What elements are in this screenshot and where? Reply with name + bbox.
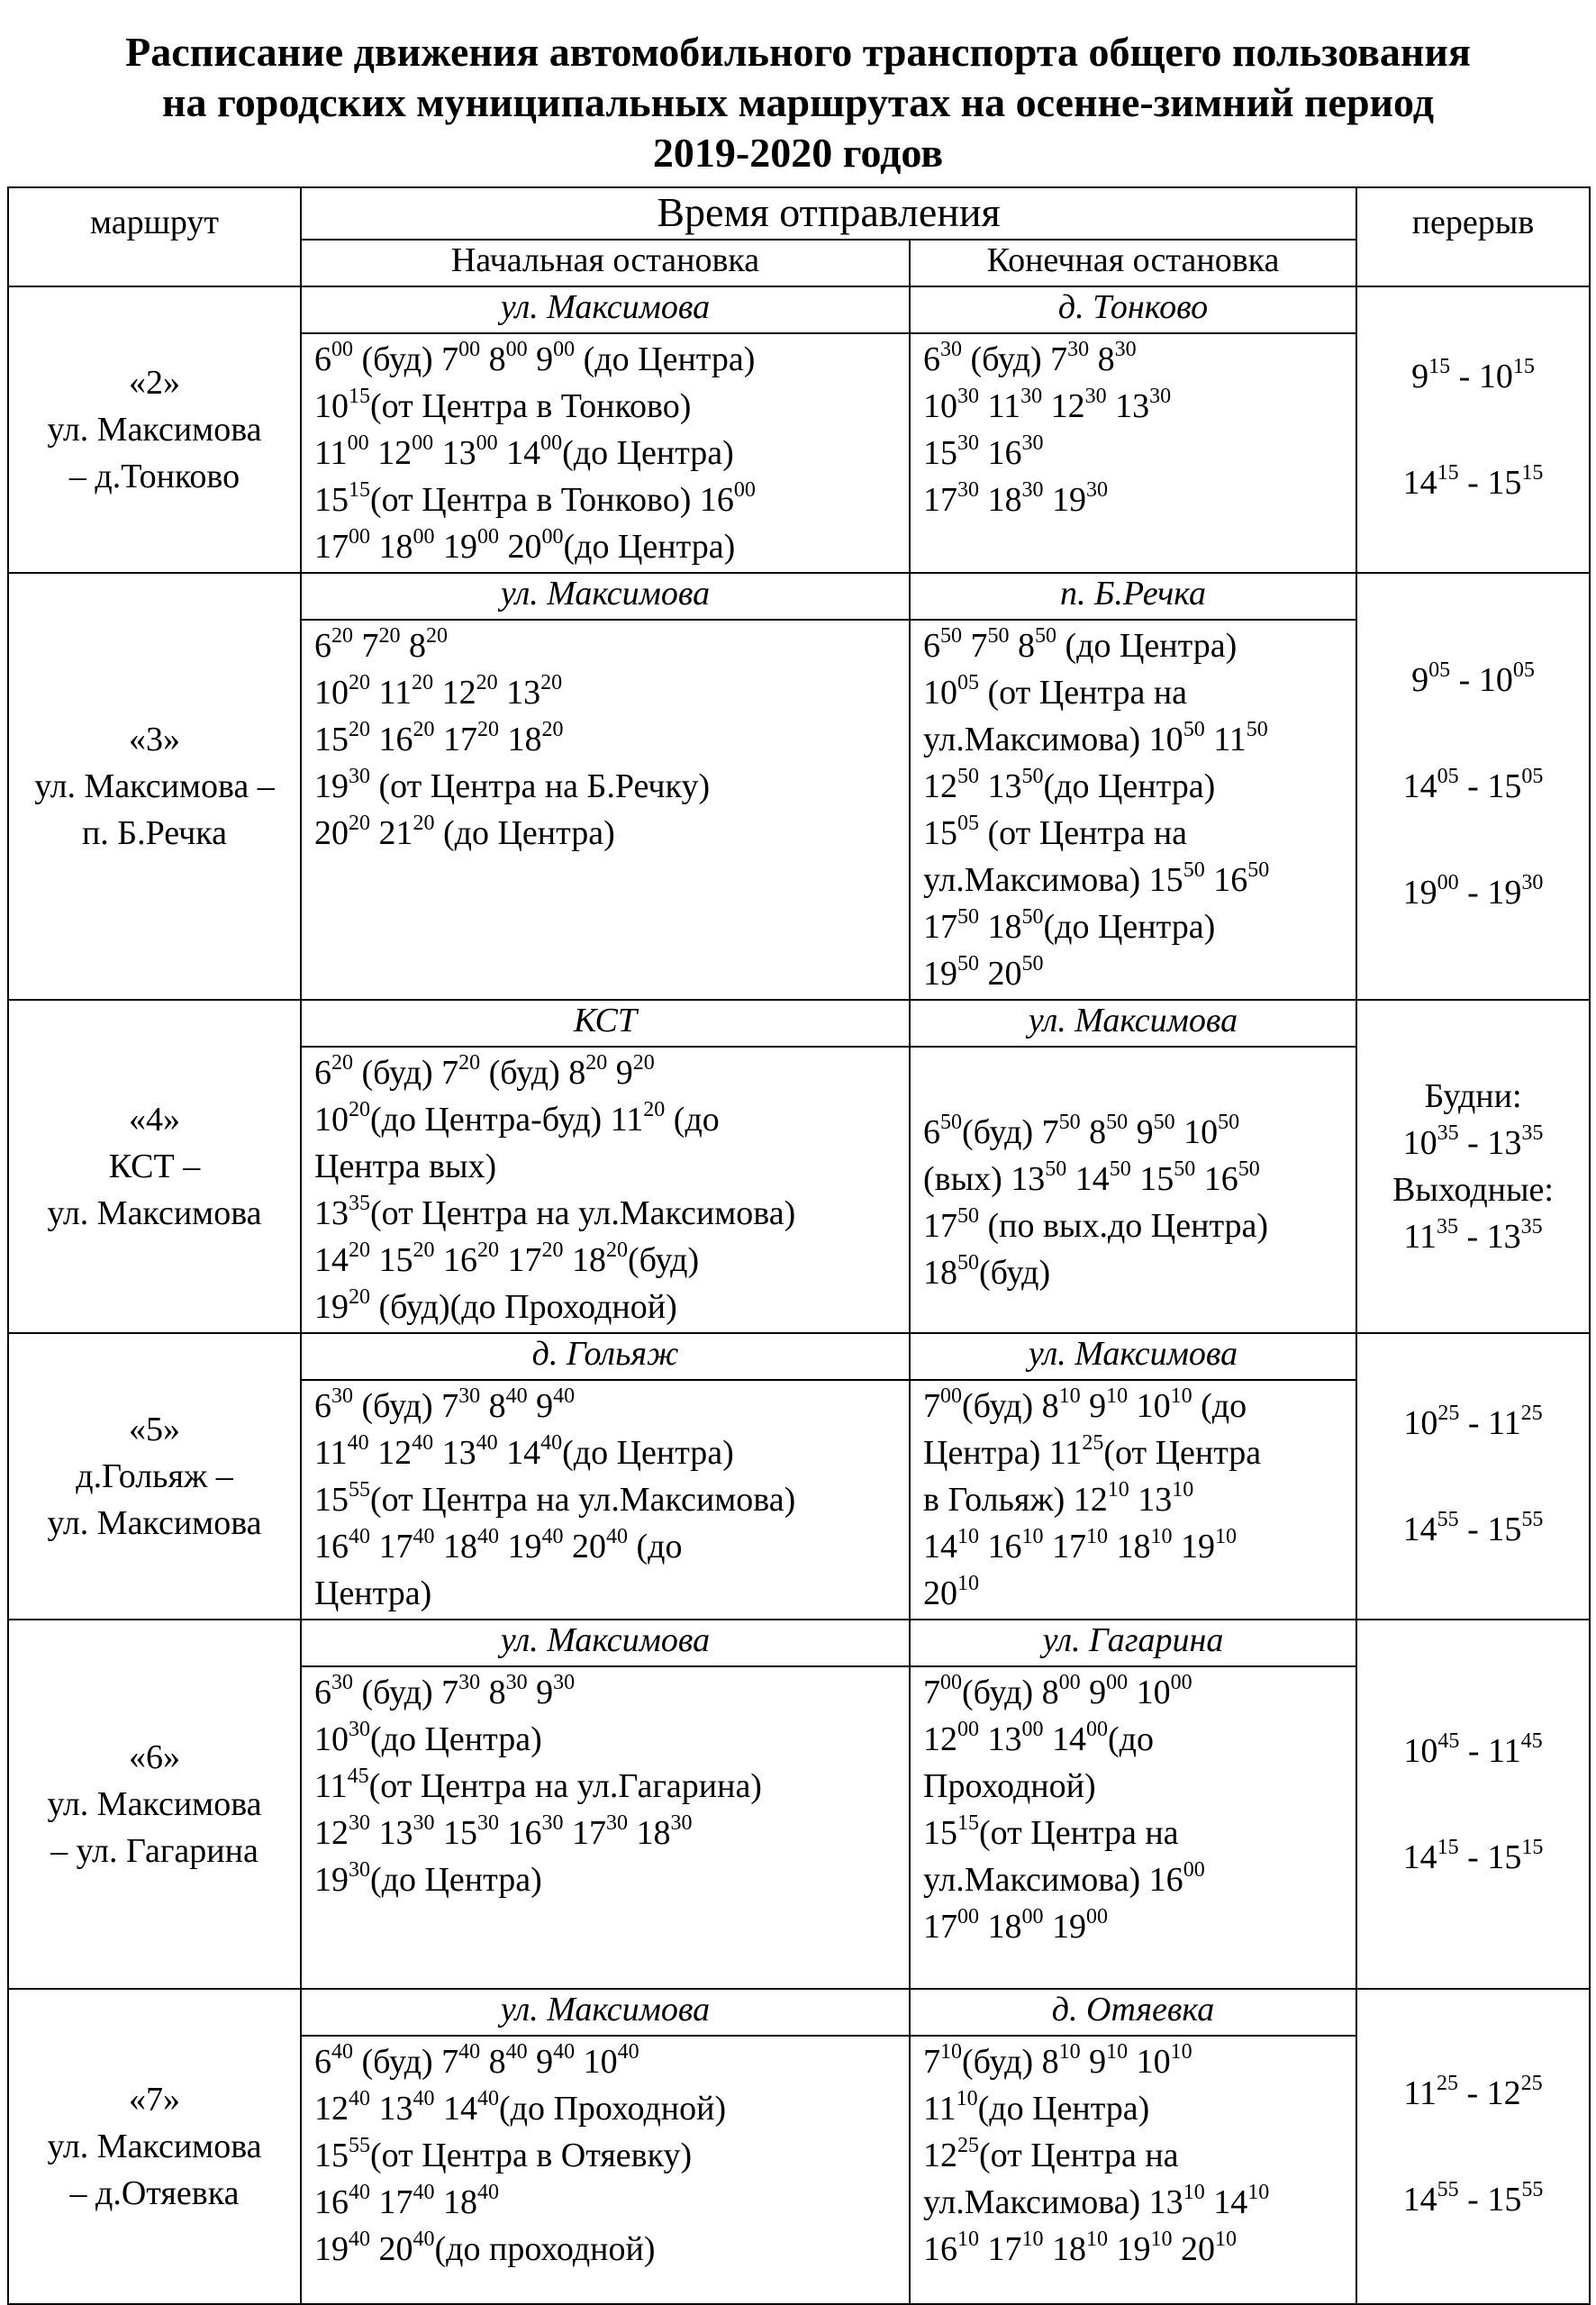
departure-times-line: Проходной) [923, 1767, 1096, 1805]
route-endpoints: ул. Максимова [47, 1194, 262, 1232]
departure-times-line: $20^{10}$ [923, 1572, 979, 1612]
route-number: «2» [129, 364, 180, 402]
break-interval: $10^{25} - 11^{25}$ [1403, 1402, 1543, 1442]
departure-times-line: $6^{30}$ (буд) $7^{30}$ $8^{30}$ $9^{30}$ [314, 1671, 576, 1711]
route-endpoints: – ул. Гагарина [50, 1832, 258, 1870]
route-number: «5» [129, 1411, 180, 1448]
break-interval: $14^{15} - 15^{15}$ [1402, 1836, 1544, 1876]
end-times-cell [910, 1380, 1356, 1620]
departure-times-line: $19^{50}$ $20^{50}$ [923, 952, 1044, 993]
departure-times-line: $19^{30}$ (от Центра на Б.Речку) [314, 765, 711, 805]
title-line-2: на городских муниципальных маршрутах на осенне-зимний период [161, 79, 1434, 125]
break-interval: $14^{05} - 15^{05}$ [1402, 765, 1544, 805]
departure-times-line: $12^{40}$ $13^{40}$ $14^{40}(до$ Проходной) [314, 2087, 727, 2128]
departure-times-line: $12^{50}$ $13^{50}(до$ Центра) [923, 765, 1216, 805]
route-endpoints: ул. Максимова [47, 1504, 262, 1542]
break-cell [1356, 286, 1590, 573]
route-number: «7» [129, 2081, 180, 2119]
schedule-table [7, 186, 1591, 2305]
end-stop-name: ул. Гагарина [910, 1620, 1356, 1666]
break-interval: $9^{15} - 10^{15}$ [1411, 355, 1535, 395]
departure-times-line: $19^{20}$ (буд)(до Проходной) [314, 1285, 677, 1326]
header-break: перерыв [1356, 187, 1590, 286]
start-stop-name: ул. Максимова [301, 1620, 910, 1666]
departure-times-line: $12^{30}$ $13^{30}$ $15^{30}$ $16^{30}$ $17^{30}$ $18^{30}$ [314, 1811, 693, 1852]
departure-times-line: $12^{00}$ $13^{00}$ $14^{00}(до$ [923, 1718, 1154, 1758]
start-times-cell [301, 620, 910, 1000]
start-times-cell [301, 2036, 910, 2304]
departure-times-line [923, 1049, 1350, 1109]
break-interval [1357, 2117, 1589, 2176]
header-end-stop: Конечная остановка [910, 240, 1356, 286]
departure-times-line: $10^{20}(до$ Центра-буд) $11^{20}$ (до [314, 1098, 720, 1139]
start-times-cell [301, 1047, 910, 1333]
departure-times-line: $6^{30}$ (буд) $7^{30}$ $8^{40}$ $9^{40}$ [314, 1384, 576, 1425]
departure-times-line: $15^{55}(от$ Центра на ул.Максимова) [314, 1478, 796, 1519]
departure-times-line: $15^{30}$ $16^{30}$ [923, 431, 1044, 472]
break-interval: Выходные: [1392, 1171, 1554, 1209]
route-row [8, 1000, 1590, 1047]
route-endpoints: – д.Тонково [68, 458, 240, 495]
route-row [8, 1333, 1590, 1380]
start-stop-name: ул. Максимова [301, 1989, 910, 2036]
page-title [0, 27, 1596, 178]
route-name-cell [8, 573, 301, 1000]
break-interval: $14^{15} - 15^{15}$ [1402, 461, 1544, 502]
departure-times-line: $11^{10}(до$ Центра) [923, 2087, 1150, 2128]
departure-times-line: $17^{00}$ $18^{00}$ $19^{00}$ $20^{00}(до$ Центра) [314, 525, 736, 566]
break-interval [1357, 400, 1589, 459]
departure-times-line: $17^{30}$ $18^{30}$ $19^{30}$ [923, 478, 1108, 519]
route-endpoints: ул. Максимова [47, 411, 262, 449]
departure-times-line: $10^{30}(до$ Центра) [314, 1718, 542, 1758]
route-endpoints: – д.Отяевка [69, 2174, 240, 2212]
route-number: «4» [129, 1101, 180, 1139]
departure-times-line: $18^{50}(буд)$ [923, 1251, 1051, 1292]
start-times-cell [301, 333, 910, 573]
departure-times-line: $14^{10}$ $16^{10}$ $17^{10}$ $18^{10}$ $19^{10}$ [923, 1525, 1237, 1565]
departure-times-line: $6^{50}(буд)$ $7^{50}$ $8^{50}$ $9^{50}$ $10^{50}$ [923, 1111, 1240, 1151]
route-endpoints: д.Гольяж – [76, 1457, 233, 1495]
end-stop-name: ул. Максимова [910, 1333, 1356, 1380]
header-start-stop: Начальная остановка [301, 240, 910, 286]
departure-times-line: $7^{00}(буд)$ $8^{00}$ $9^{00}$ $10^{00}$ [923, 1671, 1192, 1711]
departure-times-line: $16^{10}$ $17^{10}$ $18^{10}$ $19^{10}$ $20^{10}$ [923, 2228, 1237, 2268]
departure-times-line: $20^{20}$ $21^{20}$ (до Центра) [314, 812, 615, 852]
title-line-3: 2019-2020 годов [652, 130, 944, 176]
route-name-cell [8, 1620, 301, 1989]
departure-times-line: $11^{40}$ $12^{40}$ $13^{40}$ $14^{40}(до$ Центра) [314, 1431, 734, 1472]
departure-times-line: $15^{15}(от$ Центра в Тонково) $16^{00}$ [314, 478, 756, 519]
departure-times-line: $16^{40}$ $17^{40}$ $18^{40}$ $19^{40}$ $20^{40}$ (до [314, 1525, 683, 1565]
departure-times-line: $7^{00}(буд)$ $8^{10}$ $9^{10}$ $10^{10}$ (до [923, 1384, 1247, 1425]
route-number: «6» [129, 1738, 180, 1776]
departure-times-line: ул.Максимова) $15^{50}$ $16^{50}$ [923, 858, 1270, 899]
break-interval: $9^{05} - 10^{05}$ [1411, 658, 1535, 699]
departure-times-line: $13^{35}(от$ Центра на ул.Максимова) [314, 1192, 796, 1232]
departure-times-line: (вых) $13^{50}$ $14^{50}$ $15^{50}$ $16^{50}$ [923, 1157, 1260, 1198]
break-interval [1357, 703, 1589, 763]
route-row [8, 573, 1590, 620]
break-interval: $11^{25} - 12^{25}$ [1403, 2072, 1543, 2112]
departure-times-line: ул.Максимова) $10^{50}$ $11^{50}$ [923, 718, 1268, 758]
departure-times-line: $15^{15}(от$ Центра на [923, 1811, 1179, 1852]
departure-times-line: ул.Максимова) $16^{00}$ [923, 1858, 1205, 1899]
departure-times-line: $10^{15}(от$ Центра в Тонково) [314, 385, 692, 425]
break-interval: $10^{45} - 11^{45}$ [1403, 1729, 1543, 1770]
break-interval: Будни: [1424, 1077, 1522, 1115]
route-name-cell [8, 1333, 301, 1620]
title-line-1: Расписание движения автомобильного транспорта общего пользования [125, 29, 1471, 75]
departure-times-line: ул.Максимова) $13^{10}$ $14^{10}$ [923, 2181, 1270, 2221]
route-name-cell [8, 1989, 301, 2304]
start-stop-name: КСТ [301, 1000, 910, 1047]
start-times-cell [301, 1380, 910, 1620]
break-cell [1356, 1620, 1590, 1989]
route-endpoints: ул. Максимова – [34, 767, 275, 805]
route-row [8, 1989, 1590, 2036]
break-interval: $10^{35} - 13^{35}$ [1402, 1121, 1544, 1162]
route-row [8, 286, 1590, 333]
departure-times-line: $17^{00}$ $18^{00}$ $19^{00}$ [923, 1905, 1108, 1946]
departure-times-line: $6^{20}$ $7^{20}$ $8^{20}$ [314, 624, 448, 665]
route-name-cell [8, 286, 301, 573]
start-times-cell [301, 1666, 910, 1989]
break-interval [1357, 1447, 1589, 1506]
break-cell [1356, 1000, 1590, 1333]
departure-times-line: $6^{00}$ (буд) $7^{00}$ $8^{00}$ $9^{00}$ (до Центра) [314, 338, 756, 378]
route-name-cell [8, 1000, 301, 1333]
departure-times-line: $12^{25}(от$ Центра на [923, 2134, 1179, 2174]
end-stop-name: ул. Максимова [910, 1000, 1356, 1047]
route-endpoints: п. Б.Речка [81, 814, 228, 852]
departure-times-line: $6^{30}$ (буд) $7^{30}$ $8^{30}$ [923, 338, 1137, 378]
break-interval: $19^{00} - 19^{30}$ [1402, 871, 1544, 912]
break-interval: $14^{55} - 15^{55}$ [1402, 1508, 1544, 1548]
departure-times-line: в Гольяж) $12^{10}$ $13^{10}$ [923, 1478, 1194, 1519]
route-endpoints: ул. Максимова [47, 2128, 262, 2165]
route-endpoints: ул. Максимова [47, 1785, 262, 1823]
break-cell [1356, 573, 1590, 1000]
route-number: «3» [129, 721, 180, 758]
break-cell [1356, 1333, 1590, 1620]
end-times-cell [910, 2036, 1356, 2304]
departure-times-line: $11^{45}(от$ Центра на ул.Гагарина) [314, 1765, 762, 1805]
departure-times-line: $7^{10}(буд)$ $8^{10}$ $9^{10}$ $10^{10}$ [923, 2040, 1192, 2081]
departure-times-line: $16^{40}$ $17^{40}$ $18^{40}$ [314, 2181, 499, 2221]
departure-times-line: $15^{05}$ (от Центра на [923, 812, 1188, 852]
departure-times-line: Центра) $11^{25}(от$ Центра [923, 1431, 1262, 1472]
break-interval: $14^{55} - 15^{55}$ [1402, 2178, 1544, 2219]
departure-times-line: $15^{55}(от$ Центра в Отяевку) [314, 2134, 693, 2174]
departure-times-line: Центра вых) [314, 1148, 497, 1185]
end-stop-name: д. Тонково [910, 286, 1356, 333]
route-row [8, 1620, 1590, 1666]
departure-times-line: $10^{05}$ (от Центра на [923, 671, 1188, 712]
end-stop-name: д. Отяевка [910, 1989, 1356, 2036]
header-route: маршрут [8, 187, 301, 286]
route-endpoints: КСТ – [108, 1148, 201, 1185]
break-interval [1357, 810, 1589, 869]
start-stop-name: ул. Максимова [301, 286, 910, 333]
end-times-cell [910, 620, 1356, 1000]
break-cell [1356, 1989, 1590, 2304]
departure-times-line: Центра) [314, 1574, 432, 1612]
departure-times-line: $10^{30}$ $11^{30}$ $12^{30}$ $13^{30}$ [923, 385, 1172, 425]
break-interval [1357, 1774, 1589, 1834]
departure-times-line: $19^{30}(до$ Центра) [314, 1858, 542, 1899]
start-stop-name: д. Гольяж [301, 1333, 910, 1380]
end-times-cell [910, 333, 1356, 573]
end-stop-name: п. Б.Речка [910, 573, 1356, 620]
end-times-cell [910, 1666, 1356, 1989]
departure-times-line: $17^{50}$ $18^{50}(до$ Центра) [923, 905, 1216, 946]
departure-times-line: $6^{40}$ (буд) $7^{40}$ $8^{40}$ $9^{40}$ $10^{40}$ [314, 2040, 639, 2081]
departure-times-line: $10^{20}$ $11^{20}$ $12^{20}$ $13^{20}$ [314, 671, 563, 712]
departure-times-line: $6^{20}$ (буд) $7^{20}$ (буд) $8^{20}$ $9^{20}$ [314, 1051, 655, 1092]
end-times-cell [910, 1047, 1356, 1333]
departure-times-line: $11^{00}$ $12^{00}$ $13^{00}$ $14^{00}(до$ Центра) [314, 431, 734, 472]
start-stop-name: ул. Максимова [301, 573, 910, 620]
departure-times-line: $14^{20}$ $15^{20}$ $16^{20}$ $17^{20}$ $18^{20}(буд)$ [314, 1239, 700, 1279]
departure-times-line: $6^{50}$ $7^{50}$ $8^{50}$ (до Центра) [923, 624, 1238, 665]
departure-times-line: $19^{40}$ $20^{40}(до$ проходной) [314, 2228, 656, 2268]
departure-times-line: $17^{50}$ (по вых.до Центра) [923, 1204, 1269, 1245]
break-interval: $11^{35} - 13^{35}$ [1403, 1215, 1543, 1256]
departure-times-line: $15^{20}$ $16^{20}$ $17^{20}$ $18^{20}$ [314, 718, 564, 758]
header-departure-time: Время отправления [301, 187, 1356, 240]
